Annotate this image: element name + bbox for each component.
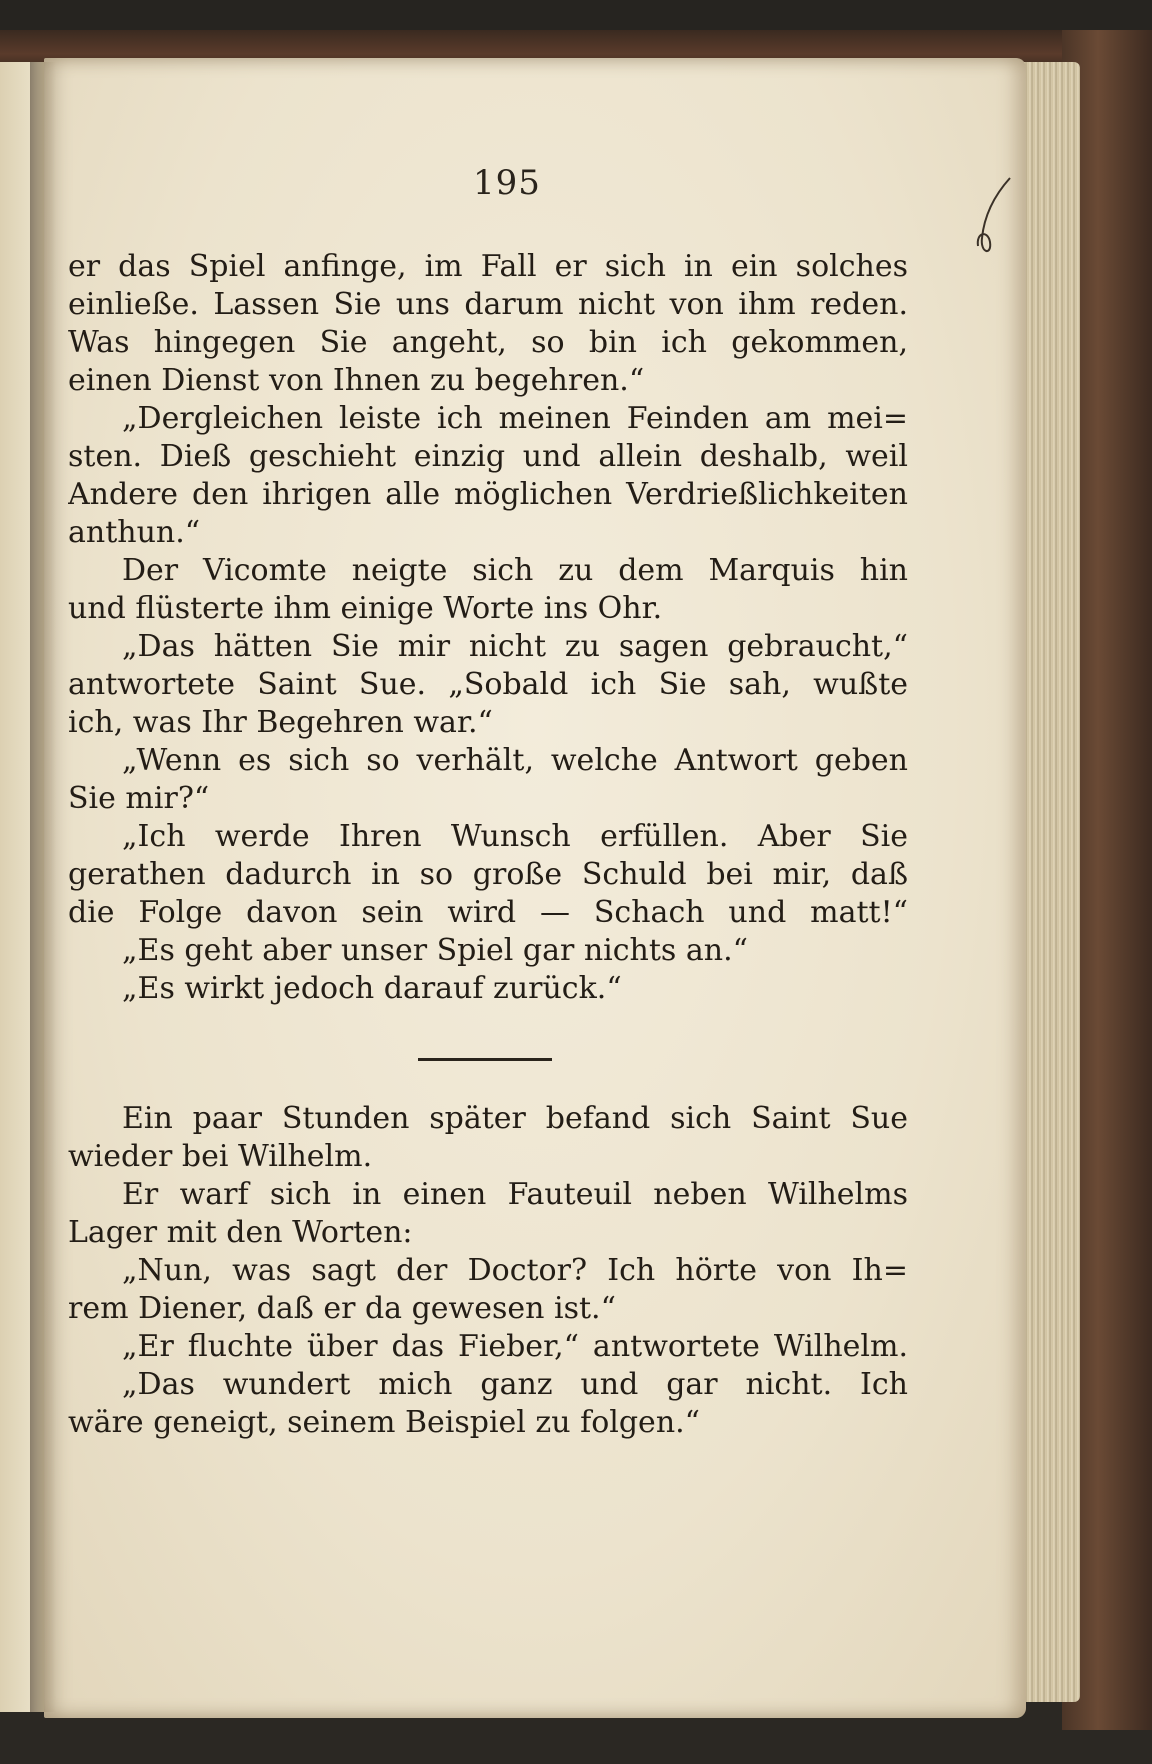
text-line: rem Diener, daß er da gewesen ist.“ xyxy=(68,1291,616,1326)
text-line: und flüsterte ihm einige Worte ins Ohr. xyxy=(68,591,663,626)
paragraph-group-2 xyxy=(68,1100,908,1442)
text-line: „Wenn es sich so verhält, welche Antwort geben xyxy=(122,743,908,778)
text-line: „Ich werde Ihren Wunsch erfüllen. Aber Sie xyxy=(122,819,908,854)
text-line: wäre geneigt, seinem Beispiel zu folgen.“ xyxy=(68,1405,701,1440)
pencil-margin-mark xyxy=(962,168,1022,288)
text-line: „Das hätten Sie mir nicht zu sagen gebraucht,“ xyxy=(122,629,908,664)
text-line: antwortete Saint Sue. „Sobald ich Sie sah, wußte xyxy=(68,667,908,702)
book-page xyxy=(44,58,1026,1718)
text-line: Andere den ihrigen alle möglichen Verdrießlichkeiten xyxy=(68,477,908,512)
text-line: „Es wirkt jedoch darauf zurück.“ xyxy=(122,971,622,1006)
text-line: die Folge davon sein wird — Schach und matt!“ xyxy=(68,895,908,930)
spine-gutter-shadow xyxy=(30,62,56,1712)
body-text xyxy=(68,248,908,1442)
text-line: einließe. Lassen Sie uns darum nicht von ihm reden. xyxy=(68,287,908,322)
text-line: Ein paar Stunden später befand sich Saint Sue xyxy=(122,1101,908,1136)
text-line: er das Spiel anfinge, im Fall er sich in ein solches xyxy=(68,249,908,284)
text-line: „Es geht aber unser Spiel gar nichts an.“ xyxy=(122,933,748,968)
text-line: sten. Dieß geschieht einzig und allein deshalb, weil xyxy=(68,439,908,474)
text-line: „Nun, was sagt der Doctor? Ich hörte von Ih= xyxy=(122,1253,908,1288)
page-number: 195 xyxy=(473,163,541,203)
text-line: anthun.“ xyxy=(68,515,201,550)
text-line: Er warf sich in einen Fauteuil neben Wilhelms xyxy=(122,1177,908,1212)
paragraph-group-1 xyxy=(68,248,908,1008)
page-edges xyxy=(1022,62,1080,1702)
text-line: Lager mit den Worten: xyxy=(68,1215,413,1250)
text-line: „Das wundert mich ganz und gar nicht. Ich xyxy=(122,1367,908,1402)
text-line: Der Vicomte neigte sich zu dem Marquis hin xyxy=(122,553,908,588)
text-line: „Er fluchte über das Fieber,“ antwortete Wilhelm. xyxy=(122,1329,908,1364)
text-line: Was hingegen Sie angeht, so bin ich gekommen, xyxy=(68,325,908,360)
text-line: wieder bei Wilhelm. xyxy=(68,1139,373,1174)
section-break xyxy=(68,1008,908,1100)
text-line: Sie mir?“ xyxy=(68,781,210,816)
text-line: „Dergleichen leiste ich meinen Feinden am mei= xyxy=(122,401,908,436)
text-line: gerathen dadurch in so große Schuld bei mir, daß xyxy=(68,857,908,892)
text-line: einen Dienst von Ihnen zu begehren.“ xyxy=(68,363,645,398)
section-divider-rule xyxy=(418,1058,552,1061)
text-line: ich, was Ihr Begehren war.“ xyxy=(68,705,493,740)
